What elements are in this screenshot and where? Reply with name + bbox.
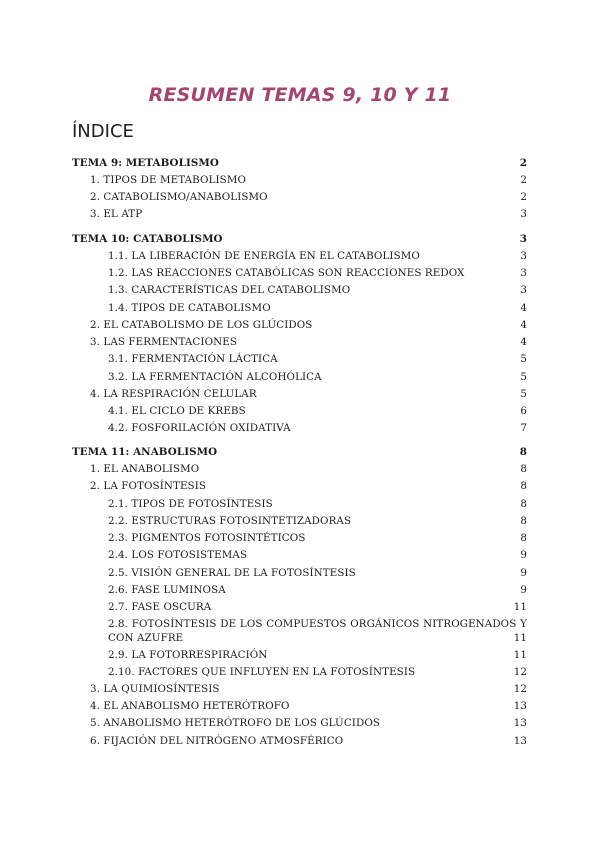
toc-entry-page: 3 [520,250,527,262]
toc-entry-page: 11 [513,632,527,644]
toc-entry-label: 3.1. FERMENTACIÓN LÁCTICA [108,353,278,365]
toc-entry[interactable] [90,190,527,204]
toc-entry[interactable] [108,301,527,315]
toc-entry-page: 3 [520,208,527,220]
toc-entry-label: 1.1. LA LIBERACIÓN DE ENERGÍA EN EL CATABOLISMO [108,250,420,262]
toc-entry-page: 8 [520,515,527,527]
toc-entry-page: 8 [520,463,527,475]
toc-entry-page: 13 [513,735,527,747]
document-title: RESUMEN TEMAS 9, 10 Y 11 [148,84,452,106]
toc-entry-tema-9[interactable] [72,156,527,170]
toc-entry-page: 12 [513,666,527,678]
toc-entry-page: 11 [513,601,527,613]
toc-entry[interactable] [90,716,527,730]
toc-entry-page: 8 [520,532,527,544]
toc-entry[interactable] [108,404,527,418]
toc-entry-label: 3. EL ATP [90,208,143,220]
toc-entry-page: 4 [520,336,527,348]
toc-entry-label: TEMA 9: METABOLISMO [72,157,219,169]
index-heading: ÍNDICE [72,121,134,142]
toc-entry-label: 2.5. VISIÓN GENERAL DE LA FOTOSÍNTESIS [108,567,356,579]
toc-entry[interactable] [108,548,527,562]
toc-entry[interactable] [108,370,527,384]
toc-entry-label: TEMA 10: CATABOLISMO [72,233,223,245]
toc-entry-page: 9 [520,549,527,561]
toc-entry-page: 3 [520,267,527,279]
toc-entry-label: 3. LA QUIMIOSÍNTESIS [90,683,220,695]
toc-entry[interactable] [90,173,527,187]
toc-entry-page: 5 [520,353,527,365]
toc-entry-label: 2.1. TIPOS DE FOTOSÍNTESIS [108,498,273,510]
toc-entry-page: 8 [520,480,527,492]
toc-entry-label: 2.9. LA FOTORRESPIRACIÓN [108,649,268,661]
toc-entry-page: 2 [520,174,527,186]
toc-entry-page: 5 [520,388,527,400]
toc-entry-page: 3 [520,284,527,296]
toc-entry[interactable] [90,387,527,401]
toc-entry[interactable] [90,734,527,748]
toc-entry-label: 1.2. LAS REACCIONES CATABÓLICAS SON REACCIONES REDOX [108,267,465,279]
toc-entry[interactable] [90,335,527,349]
toc-entry-label: 6. FIJACIÓN DEL NITRÓGENO ATMOSFÉRICO [90,735,344,747]
toc-entry[interactable] [108,648,527,662]
toc-entry-label: 1. EL ANABOLISMO [90,463,200,475]
toc-entry[interactable] [108,531,527,545]
toc-entry-label: 4.1. EL CICLO DE KREBS [108,405,246,417]
toc-entry-page: 4 [520,302,527,314]
toc-entry-label: 3. LAS FERMENTACIONES [90,336,237,348]
toc-entry-page: 9 [520,584,527,596]
toc-entry-tema-11[interactable] [72,445,527,459]
toc-entry-label: 2. CATABOLISMO/ANABOLISMO [90,191,268,203]
toc-entry[interactable] [108,249,527,263]
toc-entry[interactable] [108,266,527,280]
toc-entry-label: 1. TIPOS DE METABOLISMO [90,174,247,186]
toc-entry-page: 3 [519,233,527,245]
toc-entry[interactable] [108,566,527,580]
toc-entry[interactable] [108,497,527,511]
toc-entry-label: 2. EL CATABOLISMO DE LOS GLÚCIDOS [90,319,313,331]
toc-entry-label: 1.4. TIPOS DE CATABOLISMO [108,302,271,314]
toc-entry-label: TEMA 11: ANABOLISMO [72,446,218,458]
toc-entry-label: 2.6. FASE LUMINOSA [108,584,226,596]
toc-entry-label: 2.7. FASE OSCURA [108,601,212,613]
toc-entry-label: 5. ANABOLISMO HETERÓTROFO DE LOS GLÚCIDOS [90,717,381,729]
toc-entry-page: 12 [513,683,527,695]
toc-entry[interactable] [90,318,527,332]
toc-entry-page: 5 [520,371,527,383]
toc-entry-page: 6 [520,405,527,417]
toc-entry[interactable] [108,421,527,435]
toc-entry-page: 13 [513,717,527,729]
toc-entry-label: 4. EL ANABOLISMO HETERÓTROFO [90,700,290,712]
toc-entry-tema-10[interactable] [72,232,527,246]
toc-entry[interactable] [108,283,527,297]
toc-entry[interactable] [108,583,527,597]
toc-entry[interactable] [90,207,527,221]
toc-entry-page: 2 [520,191,527,203]
toc-entry[interactable] [90,682,527,696]
toc-entry-page: 11 [513,649,527,661]
toc-entry-label: 2.8. FOTOSÍNTESIS DE LOS COMPUESTOS ORGÁNICOS NITROGENADOS Y CON AZUFRE [108,618,527,644]
toc-entry-label: 3.2. LA FERMENTACIÓN ALCOHÓLICA [108,371,322,383]
toc-entry-page: 7 [520,422,527,434]
toc-entry-label: 2. LA FOTOSÍNTESIS [90,480,207,492]
toc-entry-label: 1.3. CARACTERÍSTICAS DEL CATABOLISMO [108,284,351,296]
toc-entry[interactable] [108,352,527,366]
toc-entry-label: 4.2. FOSFORILACIÓN OXIDATIVA [108,422,291,434]
toc-entry[interactable] [90,462,527,476]
toc-entry[interactable] [108,617,527,645]
toc-entry[interactable] [108,600,527,614]
toc-entry[interactable] [90,699,527,713]
toc-entry[interactable] [90,479,527,493]
toc-entry-label: 4. LA RESPIRACIÓN CELULAR [90,388,257,400]
toc-entry-page: 8 [520,498,527,510]
toc-entry[interactable] [108,514,527,528]
toc-entry[interactable] [108,665,527,679]
toc-entry-label: 2.4. LOS FOTOSISTEMAS [108,549,248,561]
toc-entry-label: 2.3. PIGMENTOS FOTOSINTÉTICOS [108,532,306,544]
toc-entry-page: 4 [520,319,527,331]
toc-entry-page: 2 [519,157,527,169]
toc-entry-page: 13 [513,700,527,712]
toc-entry-page: 8 [519,446,527,458]
toc-entry-label: 2.2. ESTRUCTURAS FOTOSINTETIZADORAS [108,515,352,527]
toc-entry-label: 2.10. FACTORES QUE INFLUYEN EN LA FOTOSÍNTESIS [108,666,416,678]
toc-entry-page: 9 [520,567,527,579]
